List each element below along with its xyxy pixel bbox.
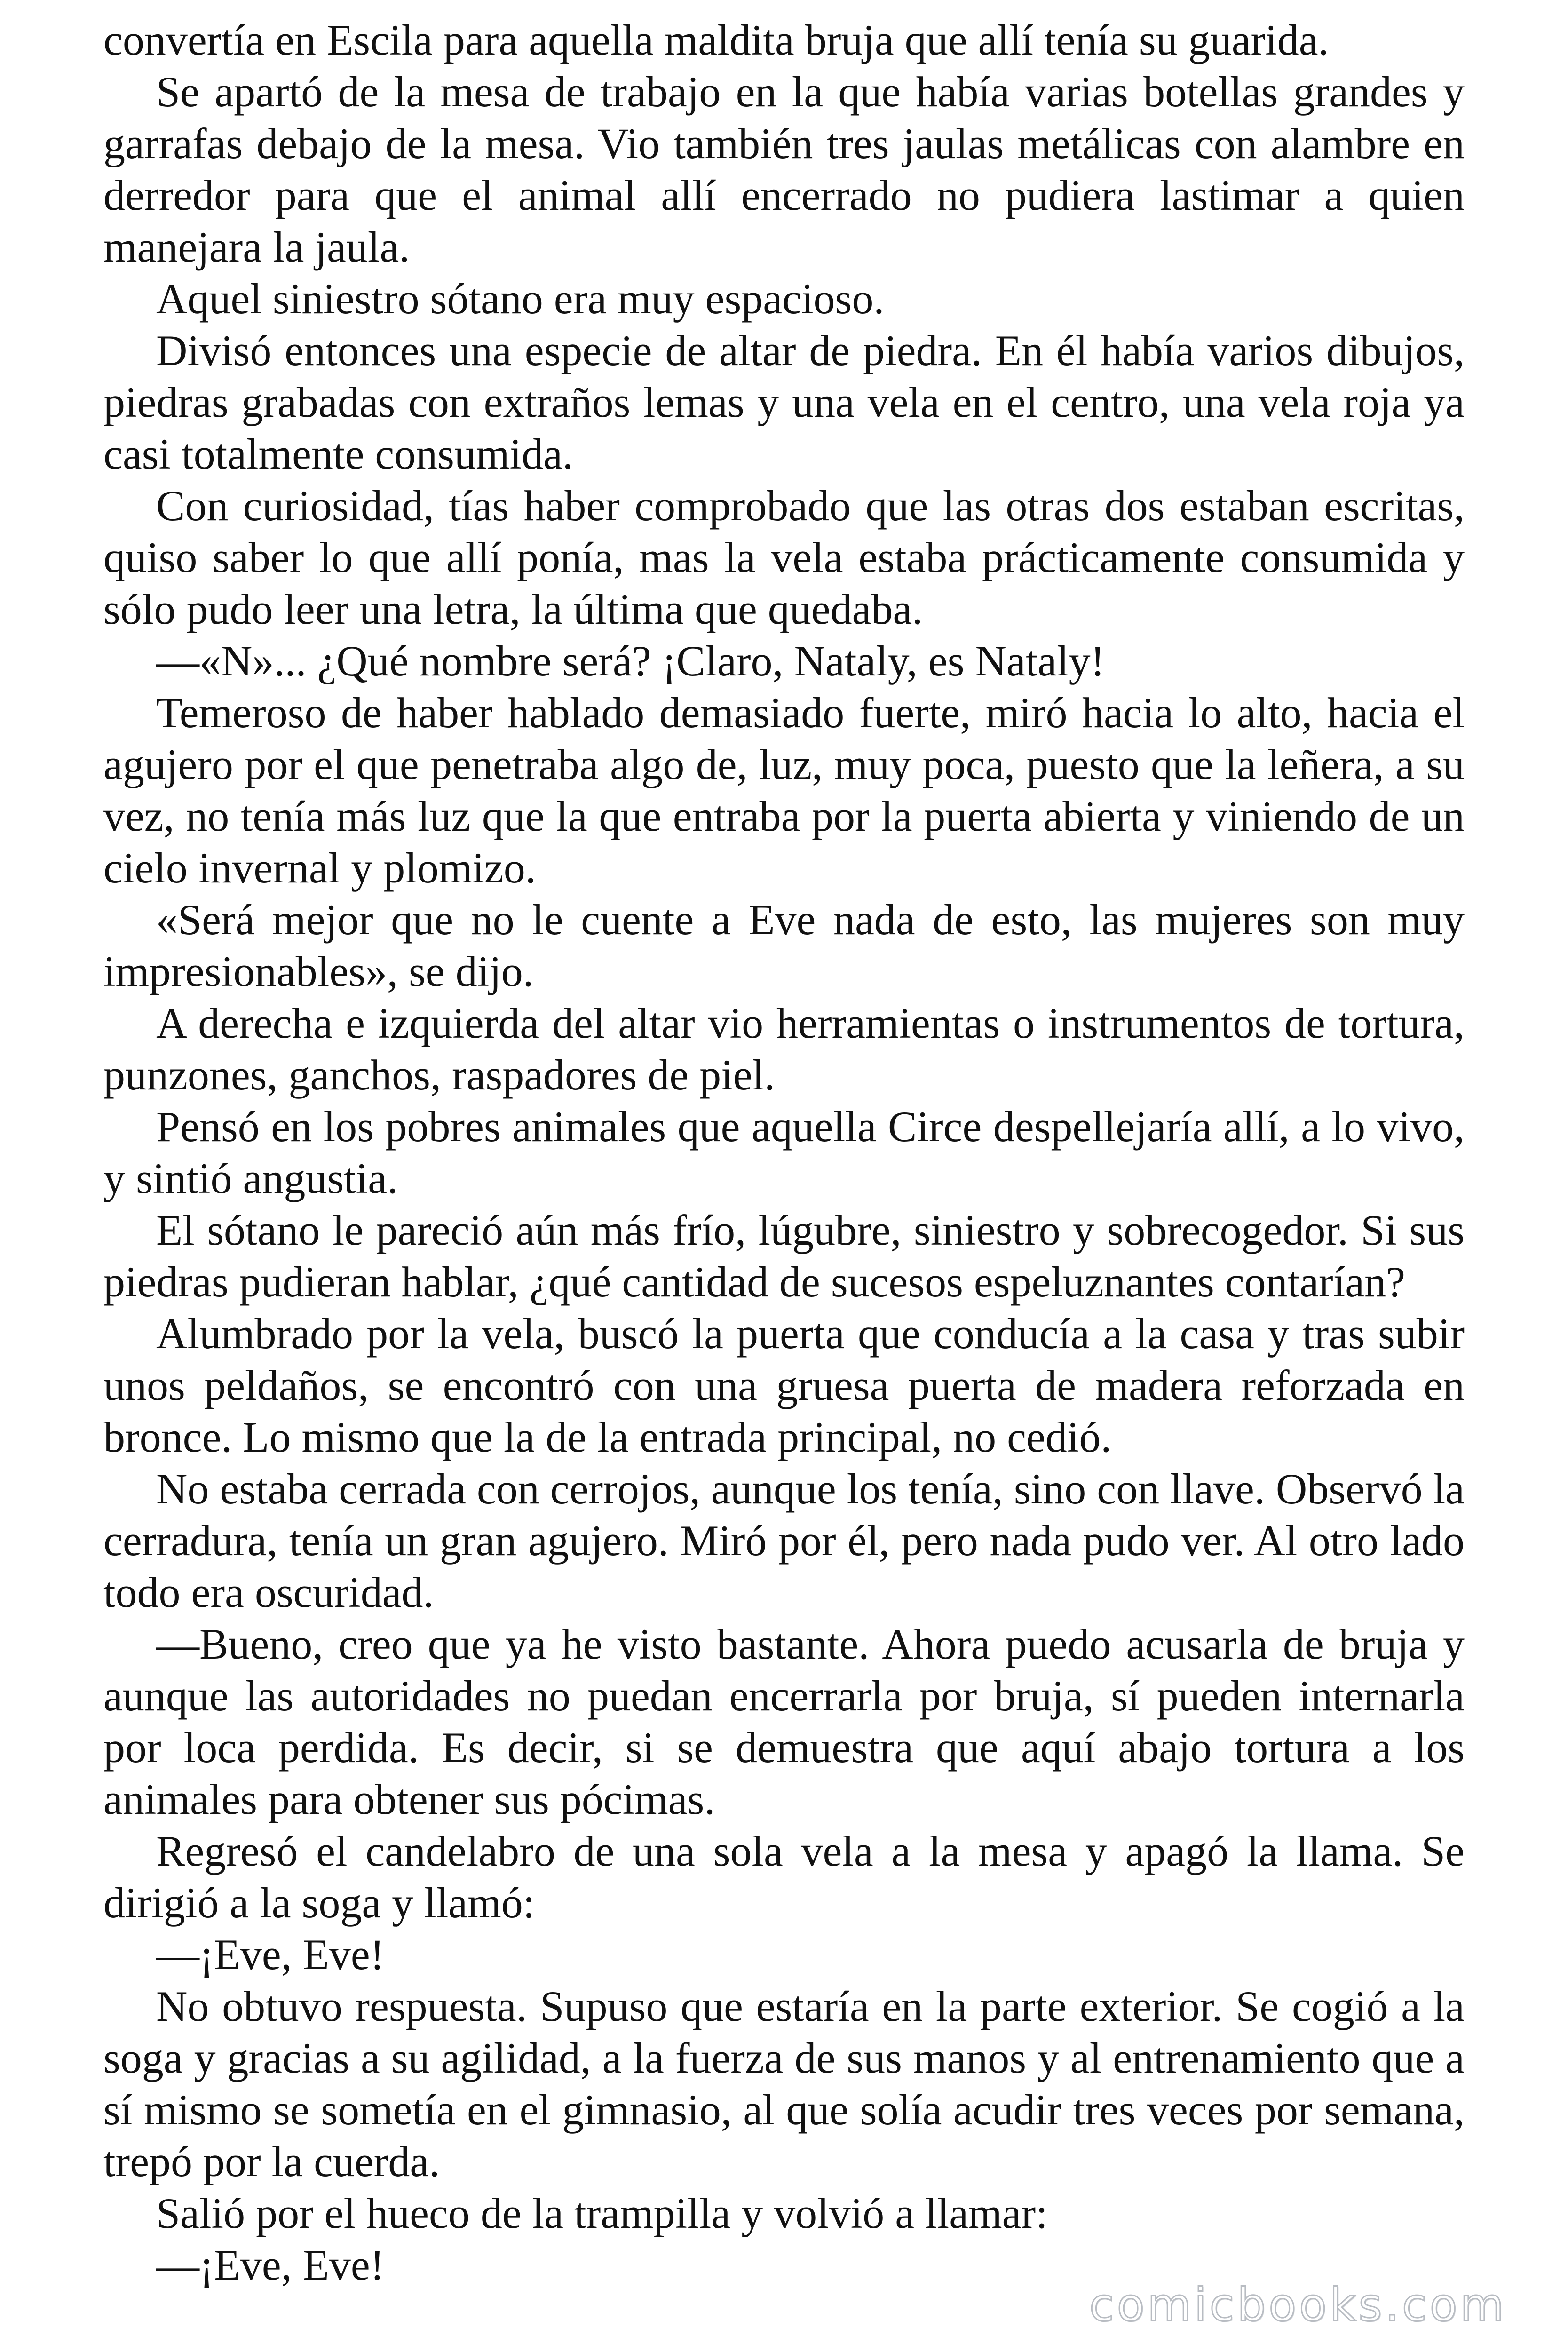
paragraph: Se apartó de la mesa de trabajo en la que había varias botellas grandes y garrafas debajo de la mesa. Vio también tres jaulas metálicas con alambre en derredor para que el animal allí encerrado no pudiera lastimar a quien manejara la jaula. xyxy=(103,68,1465,271)
paragraph: «Será mejor que no le cuente a Eve nada de esto, las mujeres son muy impresionables», se dijo. xyxy=(103,896,1465,995)
paragraph: Con curiosidad, tías haber comprobado que las otras dos estaban escritas, quiso saber lo que allí ponía, mas la vela estaba prácticamente consumida y sólo pudo leer una letra, la última que quedaba. xyxy=(103,482,1465,633)
dialogue-paragraph: —Bueno, creo que ya he visto bastante. Ahora puedo acusarla de bruja y aunque las autoridades no puedan encerrarla por bruja, sí pueden internarla por loca perdida. Es decir, si se demuestra que aquí abajo tortura a los animales para obtener sus pócimas. xyxy=(103,1620,1465,1823)
paragraph: El sótano le pareció aún más frío, lúgubre, siniestro y sobrecogedor. Si sus piedras pudieran hablar, ¿qué cantidad de sucesos espeluznantes contarían? xyxy=(103,1206,1465,1306)
paragraph: Alumbrado por la vela, buscó la puerta que conducía a la casa y tras subir unos peldaños, se encontró con una gruesa puerta de madera reforzada en bronce. Lo mismo que la de la entrada principal, no cedió. xyxy=(103,1310,1465,1461)
paragraph: Pensó en los pobres animales que aquella Circe despellejaría allí, a lo vivo, y sintió angustia. xyxy=(103,1103,1465,1202)
paragraph: Temeroso de haber hablado demasiado fuerte, miró hacia lo alto, hacia el agujero por el que penetraba algo de, luz, muy poca, puesto que la leñera, a su vez, no tenía más luz que la que entraba por la puerta abierta y viniendo de un cielo invernal y plomizo. xyxy=(103,689,1465,892)
paragraph: No obtuvo respuesta. Supuso que estaría en la parte exterior. Se cogió a la soga y gracias a su agilidad, a la fuerza de sus manos y al entrenamiento que a sí mismo se sometía en el gimnasio, al que solía acudir tres veces por semana, trepó por la cuerda. xyxy=(103,1982,1465,2185)
dialogue-paragraph: —¡Eve, Eve! xyxy=(156,2241,385,2289)
paragraph: A derecha e izquierda del altar vio herramientas o instrumentos de tortura, punzones, ganchos, raspadores de piel. xyxy=(103,999,1465,1099)
paragraph: Regresó el candelabro de una sola vela a la mesa y apagó la llama. Se dirigió a la soga y llamó: xyxy=(103,1827,1465,1927)
paragraph: convertía en Escila para aquella maldita bruja que allí tenía su guarida. xyxy=(103,16,1329,64)
dialogue-paragraph: —¡Eve, Eve! xyxy=(156,1931,385,1979)
paragraph: Salió por el hueco de la trampilla y volvió a llamar: xyxy=(156,2189,1048,2237)
watermark: comicbooks.com xyxy=(1089,2279,1507,2331)
book-page-text xyxy=(103,14,1465,2291)
paragraph: Aquel siniestro sótano era muy espacioso. xyxy=(156,275,885,323)
paragraph: No estaba cerrada con cerrojos, aunque los tenía, sino con llave. Observó la cerradura, tenía un gran agujero. Miró por él, pero nada pudo ver. Al otro lado todo era oscuridad. xyxy=(103,1465,1465,1616)
dialogue-paragraph: —«N»... ¿Qué nombre será? ¡Claro, Nataly, es Nataly! xyxy=(156,637,1105,685)
paragraph: Divisó entonces una especie de altar de piedra. En él había varios dibujos, piedras grabadas con extraños lemas y una vela en el centro, una vela roja ya casi totalmente consumida. xyxy=(103,326,1465,478)
